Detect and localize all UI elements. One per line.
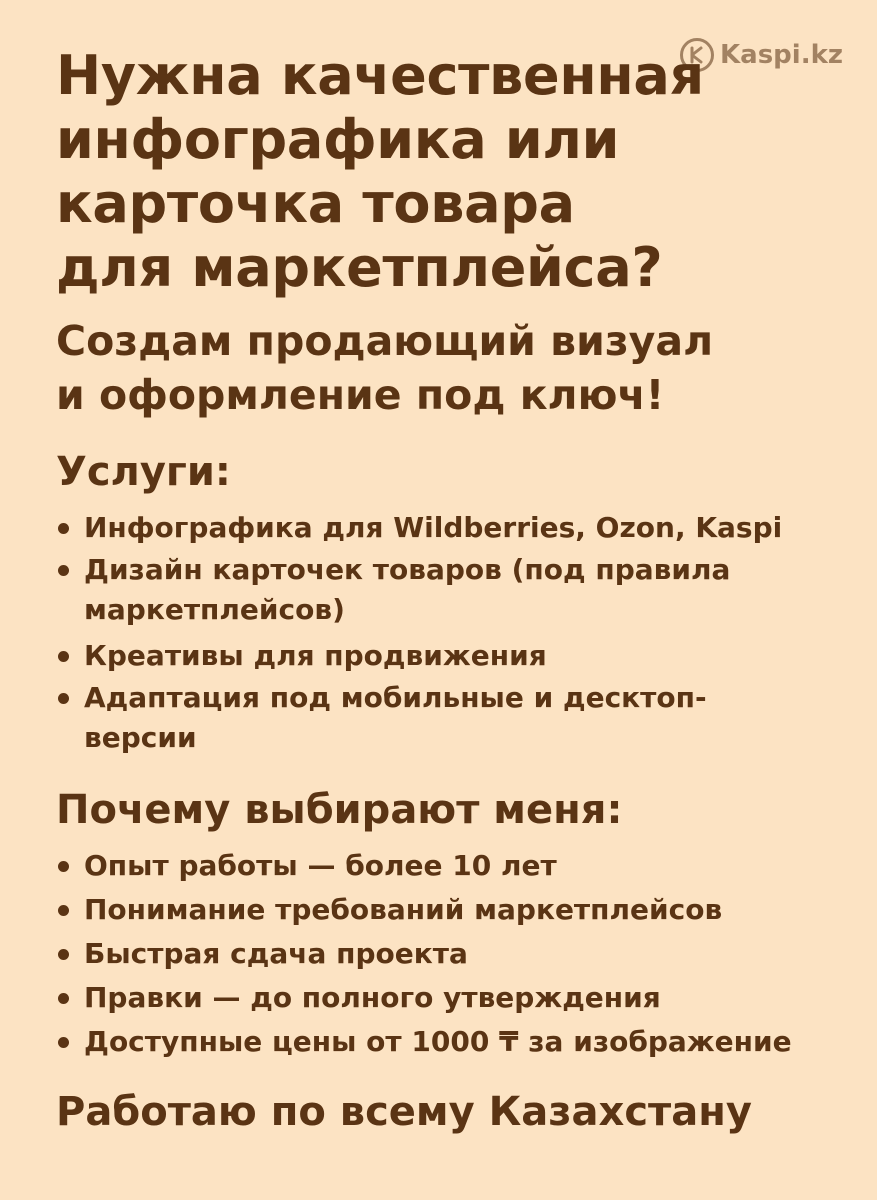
why-list [56,844,856,1064]
why-item: Быстрая сдача проекта [56,932,856,976]
headline-line: карточка товара [56,172,575,235]
subheadline [56,314,856,422]
subheadline-line: Создам продающий визуал [56,317,714,365]
headline [56,44,856,300]
services-title: Услуги: [56,449,231,495]
why-item: Доступные цены от 1000 ₸ за изображение [56,1020,856,1064]
service-item: Инфографика для Wildberries, Ozon, Kaspi [56,506,856,550]
services-list [56,506,856,758]
headline-line: для маркетплейса? [56,236,663,299]
service-item: Дизайн карточек товаров (под правила маркетплейсов) [56,550,804,630]
ad-content [56,44,856,1140]
why-item: Понимание требований маркетплейсов [56,888,856,932]
why-item: Опыт работы — более 10 лет [56,844,856,888]
service-item: Адаптация под мобильные и десктоп-версии [56,678,764,758]
why-item: Правки — до полного утверждения [56,976,856,1020]
watermark-text: Kaspi.kz [720,40,843,70]
footer-text: Работаю по всему Казахстану [56,1089,752,1135]
headline-line: инфографика или [56,108,620,171]
service-item: Креативы для продвижения [56,634,856,678]
why-title: Почему выбирают меня: [56,787,623,833]
subheadline-line: и оформление под ключ! [56,371,665,419]
headline-line: Нужна качественная [56,44,704,107]
